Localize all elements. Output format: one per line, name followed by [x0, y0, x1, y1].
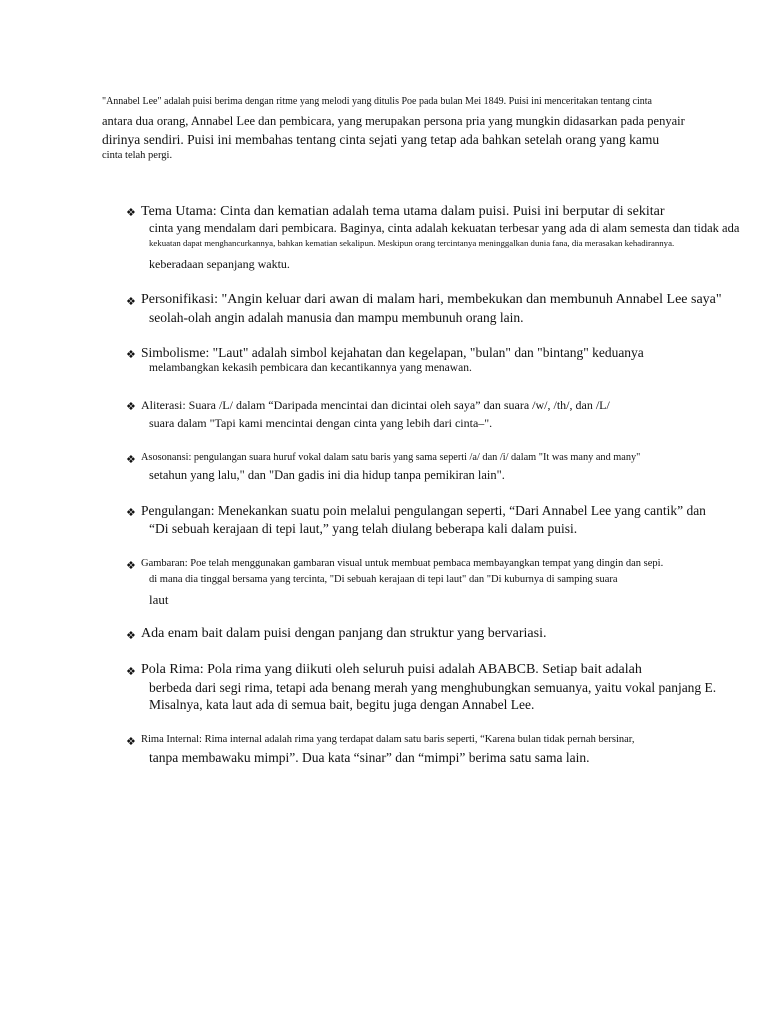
list-item-text: seolah-olah angin adalah manusia dan mampu membunuh orang lain.: [149, 310, 524, 325]
list-item-text: keberadaan sepanjang waktu.: [149, 257, 290, 271]
list-item-text: Rima Internal: Rima internal adalah rima yang terdapat dalam satu baris seperti, “Karena bulan tidak pernah bersinar,: [141, 734, 635, 745]
list-item-text: di mana dia tinggal bersama yang tercinta, "Di sebuah kerajaan di tepi laut" dan "Di kuburnya di samping suara: [149, 574, 618, 585]
list-item-text: Pengulangan: Menekankan suatu poin melalui pengulangan seperti, “Dari Annabel Lee yang cantik” dan: [141, 503, 706, 518]
list-item-text: tanpa membawaku mimpi”. Dua kata “sinar” dan “mimpi” berima satu sama lain.: [149, 750, 590, 765]
diamond-bullet-icon: ❖: [126, 629, 136, 642]
list-item-text: cinta yang mendalam dari pembicara. Baginya, cinta adalah kekuatan terbesar yang ada di alam semesta dan tidak ada: [149, 221, 740, 235]
diamond-bullet-icon: ❖: [126, 295, 136, 308]
list-item-text: Asosonansi: pengulangan suara huruf vokal dalam satu baris yang sama seperti /a/ dan /i/ dalam "It was many and many": [141, 452, 641, 463]
diamond-bullet-icon: ❖: [126, 206, 136, 219]
intro-line: cinta telah pergi.: [102, 150, 173, 161]
list-item-text: Gambaran: Poe telah menggunakan gambaran visual untuk membuat pembaca membayangkan tempat yang dingin dan sepi.: [141, 558, 664, 569]
list-item-text: Personifikasi: "Angin keluar dari awan di malam hari, membekukan dan membunuh Annabel Lee saya": [141, 292, 722, 307]
diamond-bullet-icon: ❖: [126, 506, 136, 519]
list-item-text: laut: [149, 592, 169, 607]
intro-line: "Annabel Lee" adalah puisi berima dengan ritme yang melodi yang ditulis Poe pada bulan Mei 1849. Puisi ini menceritakan tentang cinta: [102, 96, 652, 107]
list-item-text: setahun yang lalu," dan "Dan gadis ini dia hidup tanpa pemikiran lain".: [149, 468, 505, 482]
diamond-bullet-icon: ❖: [126, 665, 136, 678]
diamond-bullet-icon: ❖: [126, 453, 136, 466]
list-item-text: Ada enam bait dalam puisi dengan panjang dan struktur yang bervariasi.: [141, 626, 547, 641]
list-item-text: Simbolisme: "Laut" adalah simbol kejahatan dan kegelapan, "bulan" dan "bintang" keduanya: [141, 345, 644, 360]
list-item-text: berbeda dari segi rima, tetapi ada benang merah yang menghubungkan semuanya, yaitu vokal panjang E.: [149, 680, 717, 695]
list-item-text: Pola Rima: Pola rima yang diikuti oleh seluruh puisi adalah ABABCB. Setiap bait adalah: [141, 662, 642, 677]
intro-line: antara dua orang, Annabel Lee dan pembicara, yang merupakan persona pria yang mungkin didasarkan pada penyair: [102, 114, 685, 128]
diamond-bullet-icon: ❖: [126, 348, 136, 361]
list-item-text: Aliterasi: Suara /L/ dalam “Daripada mencintai dan dicintai oleh saya” dan suara /w/, /th/, dan /L/: [141, 398, 610, 412]
list-item-text: suara dalam "Tapi kami mencintai dengan cinta yang lebih dari cinta–".: [149, 416, 493, 430]
list-item-text: Misalnya, kata laut ada di semua bait, begitu juga dengan Annabel Lee.: [149, 697, 535, 712]
intro-line: dirinya sendiri. Puisi ini membahas tentang cinta sejati yang tetap ada bahkan setelah orang yang kamu: [102, 132, 660, 147]
diamond-bullet-icon: ❖: [126, 400, 136, 413]
list-item-text: melambangkan kekasih pembicara dan kecantikannya yang menawan.: [149, 362, 472, 374]
list-item-text: “Di sebuah kerajaan di tepi laut,” yang telah diulang beberapa kali dalam puisi.: [149, 521, 578, 536]
diamond-bullet-icon: ❖: [126, 735, 136, 748]
list-item-text: kekuatan dapat menghancurkannya, bahkan kematian sekalipun. Meskipun orang tercintanya meninggalkan dunia fana, dia merasakan kehadirannya.: [149, 238, 675, 248]
list-item-text: Tema Utama: Cinta dan kematian adalah tema utama dalam puisi. Puisi ini berputar di sekitar: [141, 204, 665, 219]
diamond-bullet-icon: ❖: [126, 559, 136, 572]
